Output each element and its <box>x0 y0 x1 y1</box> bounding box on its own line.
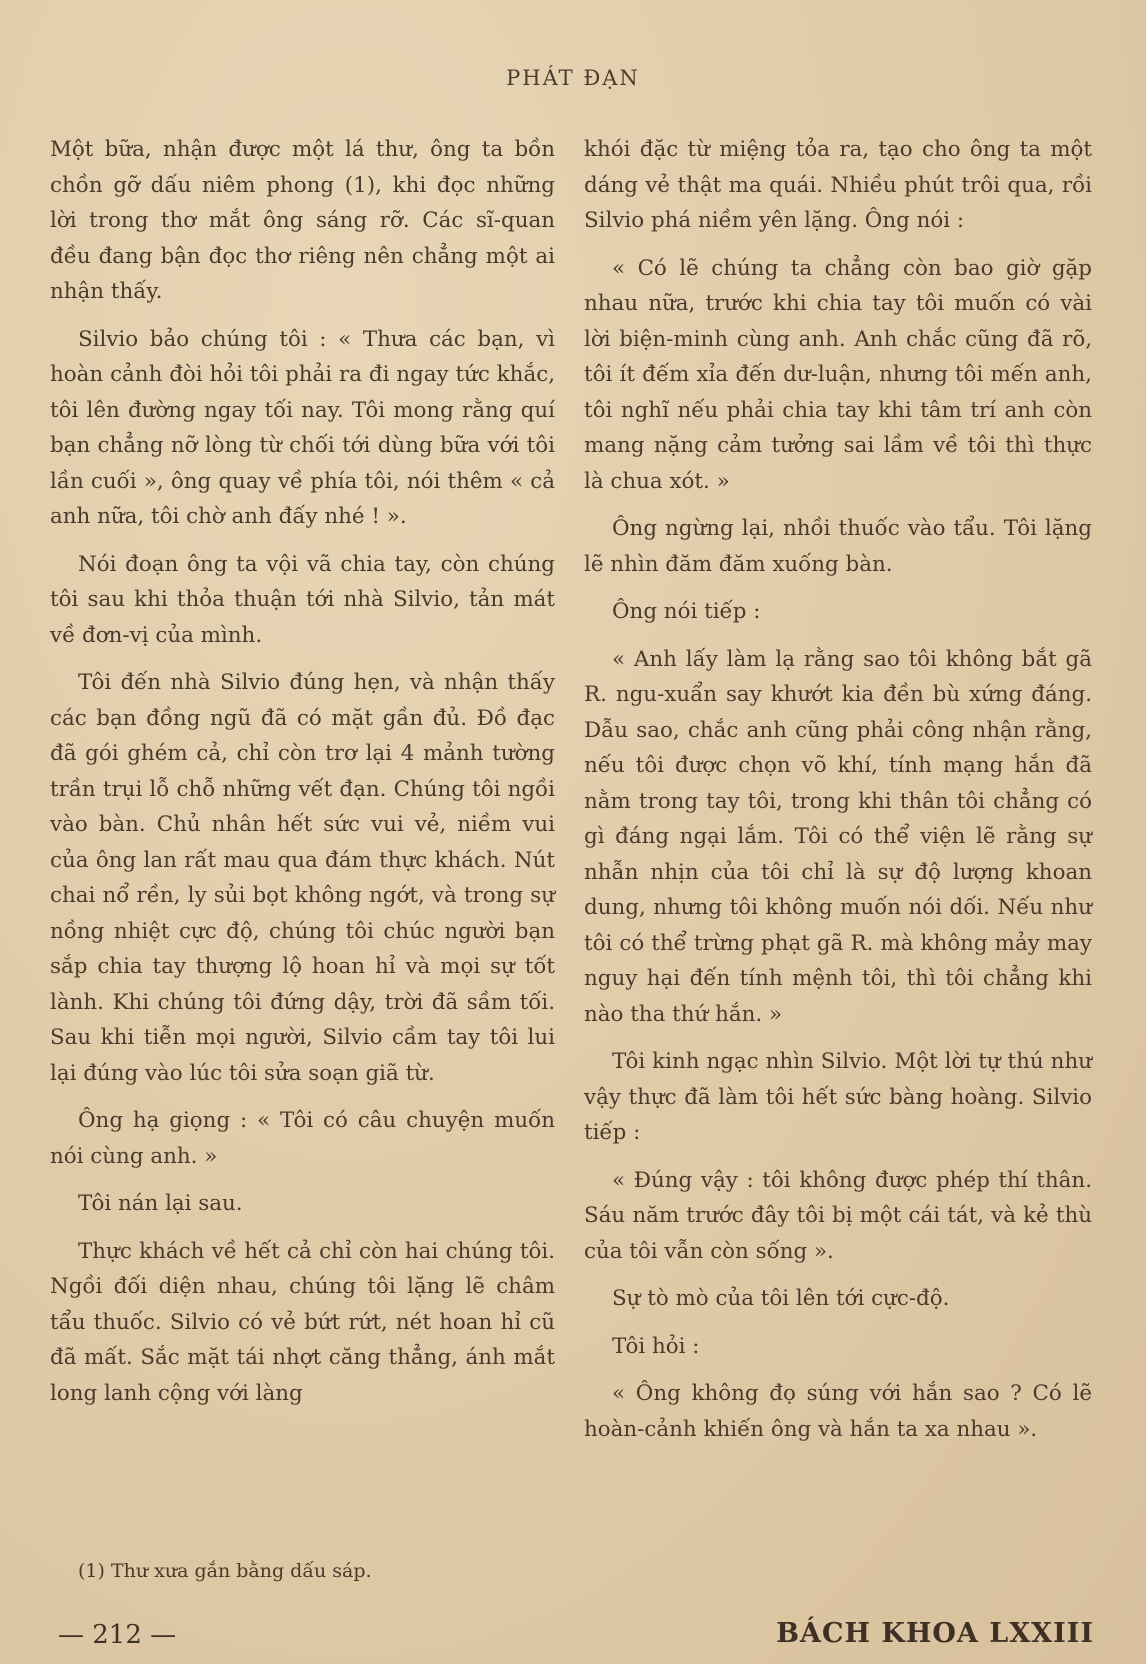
page-number: — 212 — <box>58 1620 177 1650</box>
paragraph: Ông ngừng lại, nhồi thuốc vào tẩu. Tôi lặng lẽ nhìn đăm đăm xuống bàn. <box>584 516 1092 577</box>
journal-name: BÁCH KHOA LXXIII <box>776 1618 1094 1649</box>
paragraph: Tôi nán lại sau. <box>78 1191 243 1216</box>
paragraph: « Ông không đọ súng với hắn sao ? Có lẽ hoàn-cảnh khiến ông và hắn ta xa nhau ». <box>584 1381 1092 1442</box>
left-column <box>50 132 555 1423</box>
paragraph: Sự tò mò của tôi lên tới cực-độ. <box>612 1286 950 1311</box>
paragraph: Tôi đến nhà Silvio đúng hẹn, và nhận thấy các bạn đồng ngũ đã có mặt gần đủ. Đồ đạc đã gói ghém cả, chỉ còn trơ lại 4 mảnh tường trần trụi lỗ chỗ những vết đạn. Chúng tôi ngồi vào bàn. Chủ nhân hết sức vui vẻ, niềm vui của ông lan rất mau qua đám thực khách. Nút chai nổ rền, ly sủi bọt không ngớt, và trong sự nồng nhiệt cực độ, chúng tôi chúc người bạn sắp chia tay thượng lộ hoan hỉ và mọi sự tốt lành. Khi chúng tôi đứng dậy, trời đã sầm tối. Sau khi tiễn mọi người, Silvio cầm tay tôi lui lại đúng vào lúc tôi sửa soạn giã từ. <box>50 670 555 1086</box>
paragraph: Tôi hỏi : <box>612 1333 700 1359</box>
paragraph: Tôi kinh ngạc nhìn Silvio. Một lời tự thú như vậy thực đã làm tôi hết sức bàng hoàng. Silvio tiếp : <box>584 1049 1092 1145</box>
paragraph: Ông nói tiếp : <box>612 599 761 624</box>
paragraph: Nói đoạn ông ta vội vã chia tay, còn chúng tôi sau khi thỏa thuận tới nhà Silvio, tản mát về đơn-vị của mình. <box>50 551 555 648</box>
paragraph: Ông hạ giọng : « Tôi có câu chuyện muốn nói cùng anh. » <box>50 1108 555 1169</box>
paragraph: Một bữa, nhận được một lá thư, ông ta bồn chồn gỡ dấu niêm phong (1), khi đọc những lời trong thơ mắt ông sáng rỡ. Các sĩ-quan đều đang bận đọc thơ riêng nên chẳng một ai nhận thấy. <box>50 137 555 304</box>
paragraph: « Anh lấy làm lạ rằng sao tôi không bắt gã R. ngu-xuẩn say khướt kia đền bù xứng đáng. Dẫu sao, chắc anh cũng phải công nhận rằng, nếu tôi được chọn võ khí, tính mạng hắn đã nằm trong tay tôi, trong khi thân tôi chẳng có gì đáng ngại lắm. Tôi có thể viện lẽ rằng sự nhẫn nhịn của tôi chỉ là sự độ lượng khoan dung, nhưng tôi không muốn nói dối. Nếu như tôi có thể trừng phạt gã R. mà không mảy may nguy hại đến tính mệnh tôi, thì tôi chẳng khi nào tha thứ hắn. » <box>584 646 1092 1027</box>
footnote: (1) Thư xưa gắn bằng dấu sáp. <box>78 1560 372 1582</box>
paragraph: « Đúng vậy : tôi không được phép thí thân. Sáu năm trước đây tôi bị một cái tát, và kẻ thù của tôi vẫn còn sống ». <box>584 1167 1092 1264</box>
paragraph: Silvio bảo chúng tôi : « Thưa các bạn, vì hoàn cảnh đòi hỏi tôi phải ra đi ngay tức khắc, tôi lên đường ngay tối nay. Tôi mong rằng quí bạn chẳng nỡ lòng từ chối tới dùng bữa với tôi lần cuối », ông quay về phía tôi, nói thêm « cả anh nữa, tôi chờ anh đấy nhé ! ». <box>50 326 555 529</box>
paragraph: khói đặc từ miệng tỏa ra, tạo cho ông ta một dáng vẻ thật ma quái. Nhiều phút trôi qua, rồi Silvio phá niềm yên lặng. Ông nói : <box>584 137 1092 233</box>
right-column <box>584 132 1092 1459</box>
paragraph: Thực khách về hết cả chỉ còn hai chúng tôi. Ngồi đối diện nhau, chúng tôi lặng lẽ châm tẩu thuốc. Silvio có vẻ bứt rứt, nét hoan hỉ cũ đã mất. Sắc mặt tái nhợt căng thẳng, ánh mắt long lanh cộng với làng <box>50 1238 555 1406</box>
running-title: PHÁT ĐẠN <box>506 66 640 90</box>
paragraph: « Có lẽ chúng ta chẳng còn bao giờ gặp nhau nữa, trước khi chia tay tôi muốn có vài lời biện-minh cùng anh. Anh chắc cũng đã rõ, tôi ít đếm xỉa đến dư-luận, nhưng tôi mến anh, tôi nghĩ nếu phải chia tay khi tâm trí anh còn mang nặng cảm tưởng sai lầm về tôi thì thực là chua xót. » <box>584 255 1092 494</box>
